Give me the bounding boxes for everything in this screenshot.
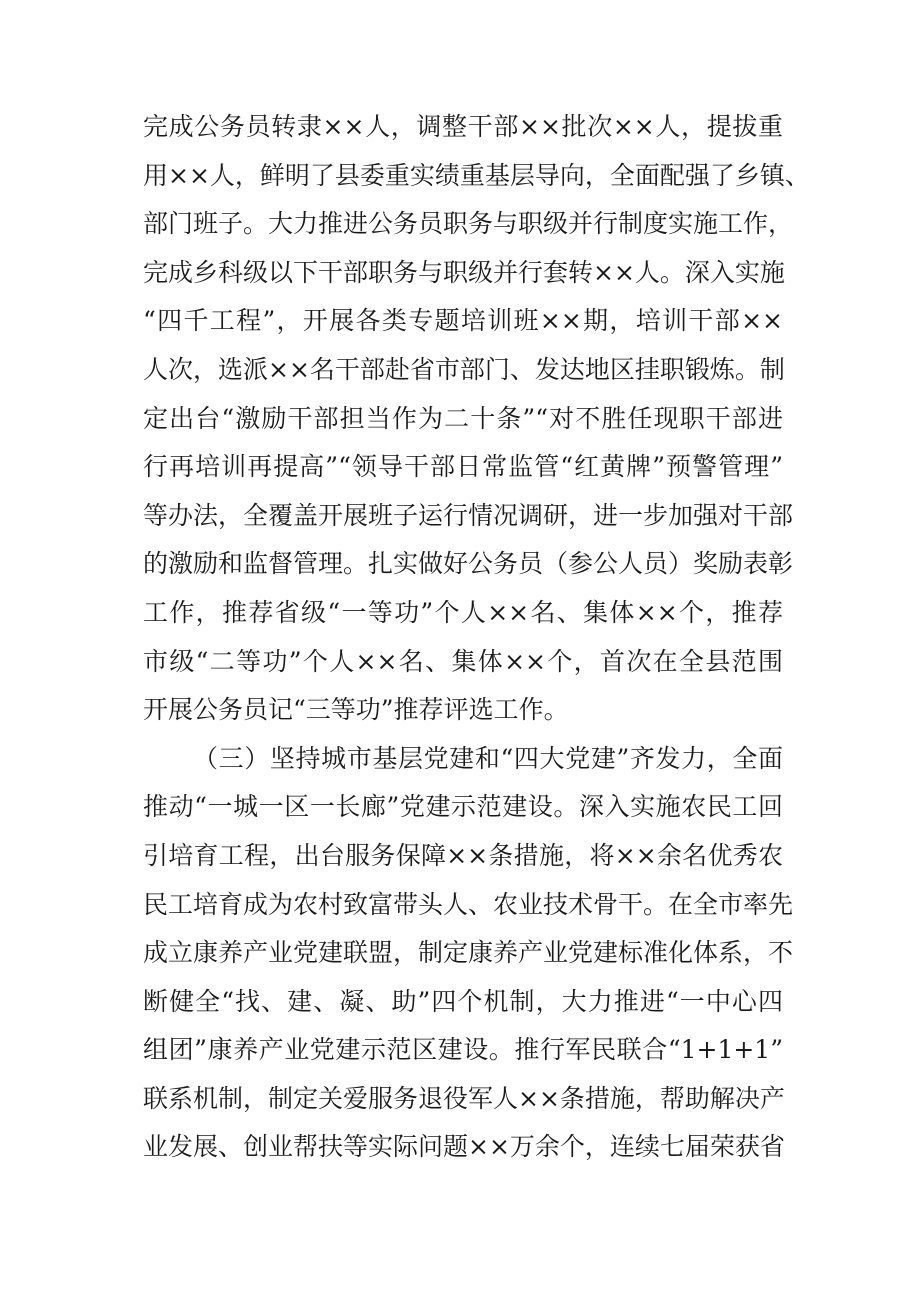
text-line: 断健全“找、建、凝、助”四个机制，大力推进“一中心四 — [143, 986, 783, 1016]
text-line: 等办法，全覆盖开展班子运行情况调研，进一步加强对干部 — [143, 500, 794, 530]
text-line: 成立康养产业党建联盟，制定康养产业党建标准化体系，不 — [143, 938, 794, 968]
document-body — [143, 103, 810, 1172]
text-line: 市级“二等功”个人××名、集体××个，首次在全县范围 — [143, 646, 783, 676]
text-line: 引培育工程，出台服务保障××条措施，将××余名优秀农 — [143, 840, 783, 870]
text-line: 联系机制，制定关爱服务退役军人××条措施，帮助解决产 — [143, 1083, 785, 1113]
text-line: 推动“一城一区一长廊”党建示范建设。深入实施农民工回 — [143, 792, 783, 822]
text-line: 用××人，鲜明了县委重实绩重基层导向，全面配强了乡镇、 — [143, 160, 810, 190]
paragraph-last-line: 开展公务员记“三等功”推荐评选工作。 — [143, 695, 569, 725]
text-line: 组团”康养产业党建示范区建设。推行军民联合“1+1+1” — [143, 1035, 783, 1065]
text-line: 完成乡科级以下干部职务与职级并行套转××人。深入实施 — [143, 257, 785, 287]
text-line: 人次，选派××名干部赴省市部门、发达地区挂职锻炼。制 — [143, 354, 785, 384]
text-line: 行再培训再提高”“领导干部日常监管“红黄牌”预警管理” — [143, 452, 783, 482]
text-line: 工作，推荐省级“一等功”个人××名、集体××个，推荐 — [143, 597, 783, 627]
text-line: 业发展、创业帮扶等实际问题××万余个，连续七届荣获省 — [143, 1132, 785, 1162]
text-line: 的激励和监督管理。扎实做好公务员（参公人员）奖励表彰 — [143, 549, 794, 579]
text-line: 民工培育成为农村致富带头人、农业技术骨干。在全市率先 — [143, 889, 794, 919]
text-line: 定出台“激励干部担当作为二十条”“对不胜任现职干部进 — [143, 403, 783, 433]
text-line: “四千工程”，开展各类专题培训班××期，培训干部×× — [143, 306, 783, 336]
text-line: 完成公务员转隶××人，调整干部××批次××人，提拔重 — [143, 112, 783, 141]
text-line: 部门班子。大力推进公务员职务与职级并行制度实施工作， — [143, 209, 794, 239]
section-heading-line: （三）坚持城市基层党建和“四大党建”齐发力，全面 — [193, 743, 783, 773]
